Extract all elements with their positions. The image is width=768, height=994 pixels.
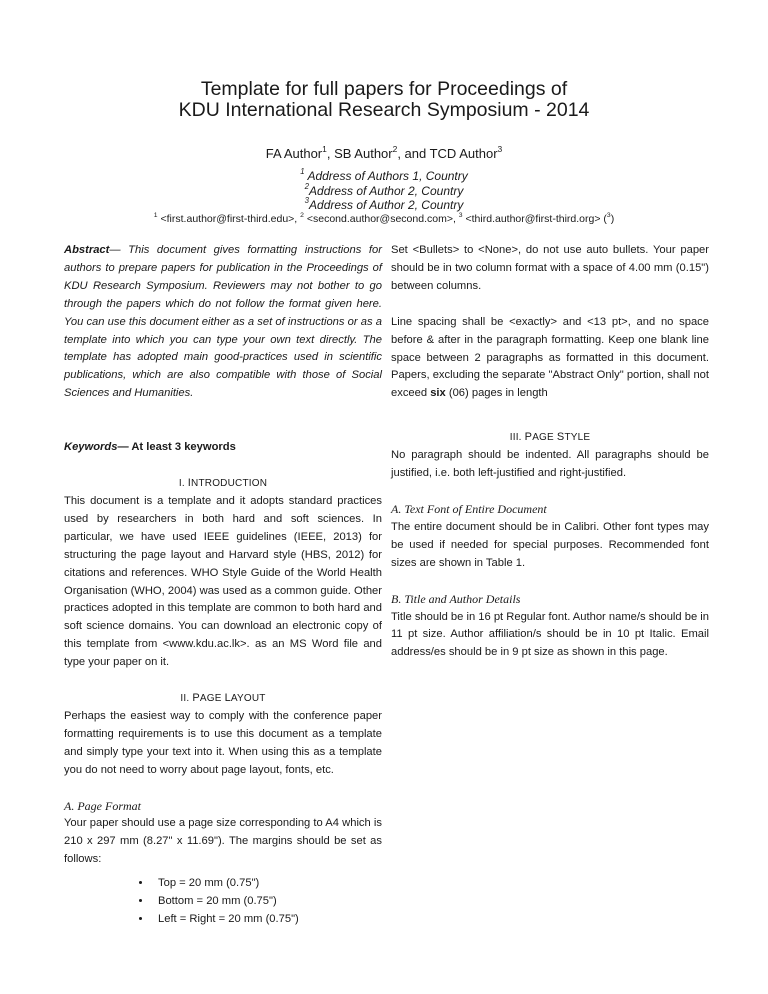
subsection-heading-title-author: B. Title and Author Details	[391, 591, 521, 606]
email-3-tail: )	[610, 213, 615, 225]
page-layout-body: Perhaps the easiest way to comply with the conference paper formatting requirements is to use this document as a template and simply type your text into it. When using this as a template you do not need to worry about page layout, fonts, etc.	[64, 709, 382, 776]
page-limit-emphasis: six	[430, 387, 446, 400]
page-format-body: Your paper should use a page size corresponding to A4 which is 210 x 297 mm (8.27" x 11.69"). The margins should be set as follows:	[64, 817, 382, 866]
intro-first: I	[187, 477, 192, 490]
section-heading-page-style	[391, 429, 709, 447]
email-2: <second.author@second.com>,	[303, 213, 459, 225]
affiliation-2	[0, 181, 768, 199]
affiliation-1-sup: 1	[300, 167, 305, 177]
affiliation-3-sup: 3	[304, 196, 310, 206]
email-1: <first.author@first-third.edu>,	[157, 213, 301, 225]
section-heading-page-layout	[64, 690, 382, 708]
abstract-text: — This document gives formatting instructions for authors to prepare papers for publication in the Proceedings of KDU Research Symposium. Reviewers may not bother to go through the papers which do not follow the format given here. You can use this document either as a set of instructions or as a template into which you can type your own text directly. The template has adopted main good-practices used in scientific publications, which are also compatible with those of Social Sciences and Humanities.	[64, 244, 382, 400]
email-3-sup: 3	[458, 211, 463, 219]
intro-num: I.	[178, 478, 188, 490]
style-first: P	[524, 431, 533, 444]
affiliation-2-text: Address of Author 2, Country	[309, 183, 464, 198]
left-column	[64, 242, 382, 929]
right-column	[391, 242, 709, 662]
layout-first2: L	[224, 692, 231, 705]
style-num: III.	[509, 432, 525, 444]
line-spacing-tail: (06) pages in length	[445, 387, 548, 400]
keywords-label: Keywords	[64, 441, 118, 454]
email-3: <third.author@first-third.org> (	[462, 213, 607, 225]
margins-list	[64, 875, 382, 929]
layout-first: P	[192, 692, 200, 705]
style-first2: S	[556, 431, 565, 444]
email-2-sup: 2	[300, 211, 304, 219]
title-line-1: Template for full papers for Proceedings of	[200, 78, 568, 100]
affiliation-1-text: Address of Authors 1, Country	[304, 169, 468, 183]
abstract	[64, 242, 382, 403]
paper-title	[0, 79, 768, 121]
intro-rest: NTRODUCTION	[191, 478, 268, 490]
author-1: FA Author	[265, 146, 323, 161]
layout-num: II.	[180, 693, 193, 705]
affiliation-3	[0, 198, 768, 213]
style-rest2: TYLE	[564, 432, 591, 444]
email-3-tail-sup: 3	[606, 211, 611, 219]
affiliation-2-sup: 2	[304, 181, 310, 191]
title-author-body: Title should be in 16 pt Regular font. Author name/s should be in 11 pt size. Author affiliation/s should be in 10 pt Italic. Email address/es should be in 9 pt size as shown in this page.	[391, 610, 710, 659]
page-style-body: No paragraph should be indented. All paragraphs should be justified, i.e. both left-justified and right-justified.	[391, 449, 709, 480]
abstract-label: Abstract	[64, 244, 110, 256]
author-2: , SB Author	[326, 146, 393, 161]
line-spacing-text: Line spacing shall be <exactly> and <13 pt>, and no space before & after in the paragraph formatting. Keep one blank line space between 2 paragraphs as formatted in this document. Papers, excluding the separate "Abstract Only" portion, shall not exceed	[391, 315, 709, 400]
section-heading-introduction	[64, 475, 382, 493]
bullets-paragraph: Set <Bullets> to <None>, do not use auto bullets. Your paper should be in two column format with a space of 4.00 mm (0.15") between columns.	[391, 244, 709, 292]
list-item: • Left = Right = 20 mm (0.75")	[152, 911, 382, 929]
layout-rest: AGE	[199, 693, 225, 705]
subsection-heading-text-font: A. Text Font of Entire Document	[391, 501, 547, 516]
keywords	[64, 439, 382, 457]
introduction-body: This document is a template and it adopts standard practices used by researchers in both hard and soft sciences. In particular, we have used IEEE guidelines (IEEE, 2013) for structuring the page layout and Harvard style (HBS, 2012) for citations and references. WHO Style Guide of the World Health Organisation (WHO, 2004) was used as a common guide. Other practices adopted in this template are common to both hard and soft science domains. You can download an electronic copy of this template from <www.kdu.ac.lk>. as an MS Word file and type your paper on it.	[64, 494, 382, 669]
title-line-2: KDU International Research Symposium - 2014	[178, 99, 590, 121]
list-item: • Bottom = 20 mm (0.75")	[152, 893, 382, 911]
author-3: , and TCD Author	[397, 146, 498, 161]
author-emails	[0, 213, 768, 226]
email-1-sup: 1	[153, 211, 158, 219]
style-rest: AGE	[532, 432, 557, 444]
affiliation-3-text: Address of Author 2, Country	[309, 198, 464, 212]
author-1-sup: 1	[322, 143, 327, 154]
subsection-heading-page-format: A. Page Format	[64, 798, 141, 813]
line-spacing-paragraph	[391, 314, 709, 404]
text-font-body: The entire document should be in Calibri. Other font types may be used if needed for special purposes. Recommended font sizes are shown in Table 1.	[391, 520, 709, 569]
author-2-sup: 2	[392, 143, 398, 154]
author-3-sup: 3	[497, 143, 503, 154]
list-item: • Top = 20 mm (0.75")	[152, 875, 382, 893]
affiliations	[0, 169, 768, 213]
author-list	[0, 143, 768, 162]
affiliation-1	[0, 169, 768, 184]
layout-rest2: AYOUT	[230, 693, 266, 705]
keywords-text: — At least 3 keywords	[117, 441, 236, 454]
